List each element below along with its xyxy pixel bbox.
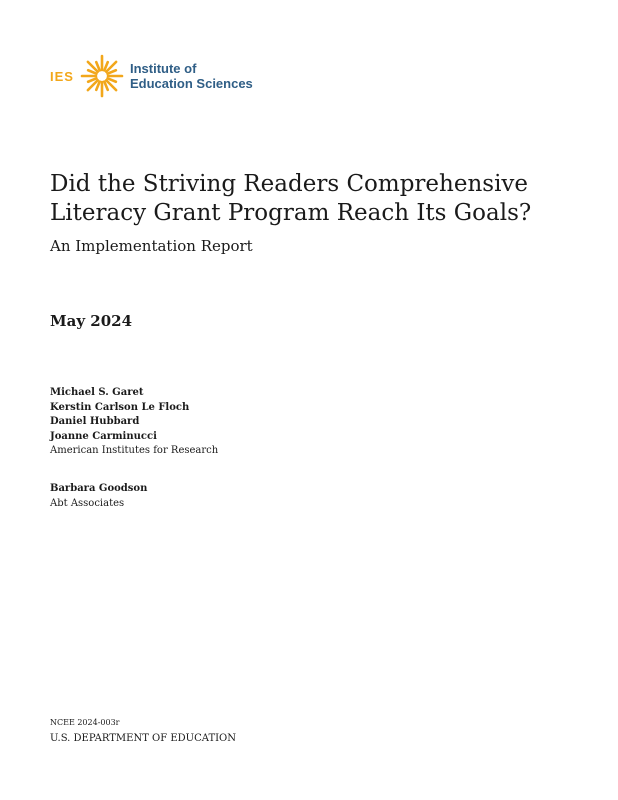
author-name: Kerstin Carlson Le Floch <box>50 401 190 413</box>
sunburst-icon <box>80 54 124 98</box>
author-affiliation: American Institutes for Research <box>50 445 219 456</box>
logo-name-line2: Education Sciences <box>129 76 253 91</box>
author-name: Michael S. Garet <box>50 387 144 398</box>
report-title-line2: Literacy Grant Program Reach Its Goals? <box>50 200 532 226</box>
department-name: U.S. DEPARTMENT OF EDUCATION <box>50 733 237 744</box>
logo-abbreviation: IES <box>50 68 74 84</box>
author-group-abt <box>50 482 147 511</box>
author-name: Barbara Goodson <box>50 483 148 494</box>
author-group-air <box>50 386 218 459</box>
publication-date: May 2024 <box>50 312 133 330</box>
author-affiliation: Abt Associates <box>50 497 125 509</box>
author-name: Daniel Hubbard <box>50 416 140 427</box>
logo-name <box>130 61 253 91</box>
report-subtitle: An Implementation Report <box>50 237 253 255</box>
report-title-line1: Did the Striving Readers Comprehensive <box>50 171 529 197</box>
author-name: Joanne Carminucci <box>50 430 157 442</box>
ies-logo <box>50 50 253 102</box>
logo-name-line1: Institute of <box>129 61 197 76</box>
report-title <box>50 170 590 228</box>
report-number: NCEE 2024-003r <box>50 718 120 727</box>
